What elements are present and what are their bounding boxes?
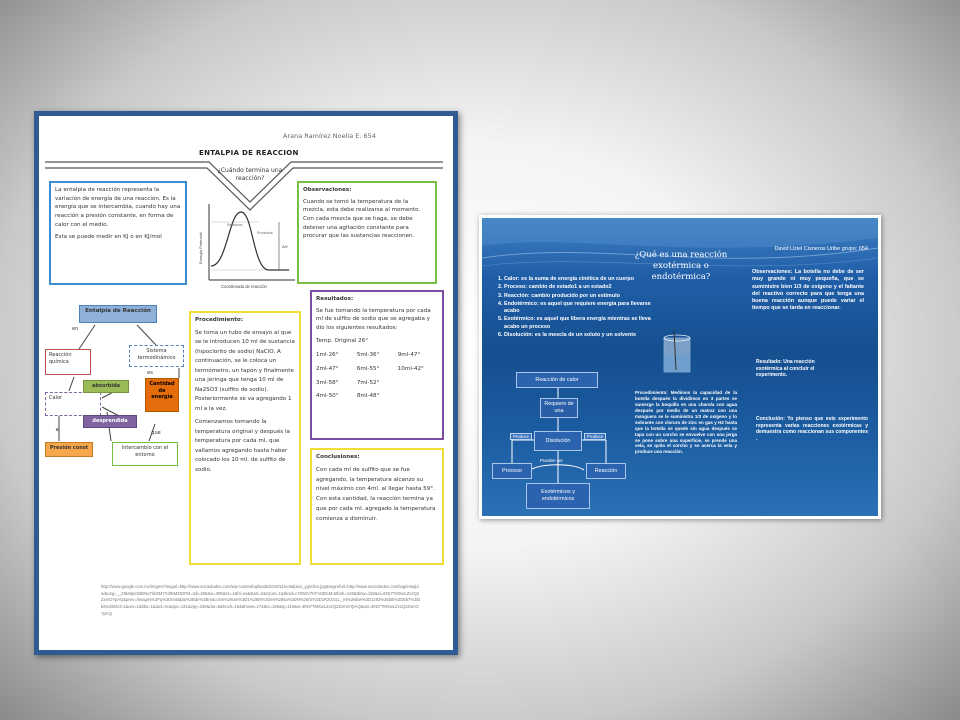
observaciones-text: Cuando se tomó la temperatura de la mezcla, esta debe realizarse al momento. Con cada mezcla que se haga, se debe detener una agitación constante para procurar que las sustancias reaccionen.	[303, 198, 421, 240]
intro-box	[49, 181, 187, 285]
map-presion: Presión const	[45, 442, 93, 457]
map-sistema: Sistema termodinámico	[129, 345, 184, 367]
resultados-table	[316, 351, 438, 401]
map-link-es: es	[147, 370, 153, 376]
conclusiones-title: Conclusiones:	[316, 454, 360, 460]
procedimiento-text-2: Comenzamos tomando la temperatura original y después la temperatura por cada ml, que vallamos agregando hasta haber colocado los 10 ml. de sulfito de sodio.	[195, 419, 290, 473]
resultados-cell: 4ml-50°	[316, 393, 339, 400]
flow-exo-endo: Exotérmicos y endotérmicos	[526, 483, 590, 509]
graph-ylabel: Energía Potencial	[198, 232, 203, 264]
document-title-2: ¿Qué es una reacción exotérmica o endotérmica?	[634, 250, 728, 283]
flow-pueden-ser: Pueden ser	[540, 458, 564, 463]
document-page	[39, 116, 453, 650]
resultados-row	[316, 379, 438, 388]
references-text: http://www.google.com.mx/imgres?imgurl=http://www.sociedades.com/wp-content/uploads/2010/11/entalpia1_ygrafico.jpg&imgrefurl=http://www.sociedades.com/tag/entalpia/&usg=__Zt6a8pxS8ENeTkb0M7YdtKMZrDPt4=&h=266&w=395&sz=1&hl=es&start=2&zoom=1&tbnid=cYDWV7KFnI3DeM:&tbnh=126&tbnw=150&ei=ENt7TMXwLZvzQ2ZxmOYpAQ&prev=/images%3Fq%3Dentalpia%2Bde%2Breaccion%26um%3D1%26hl%3Des%26sa%3DN%26rlz%3D1R2GGLL_es%26biw%3D1263%26bih%3D557%26tbs%3Disch:1&um=1&itbs=1&iact=hc&vpx=131&vpy=238&dur=8&hovh=184&hovw=274&tx=158&ty=119&ei=ENt7TMXwLZvzQ2ZxmOYpAQ&oei=ENt7TMXwLZvzQ2ZxmOYpAQ	[101, 584, 420, 616]
resultados-box	[310, 290, 444, 440]
resultados-cell: 8ml-48°	[356, 393, 380, 400]
flow-reaccion-calor: Reacción de calor	[516, 372, 598, 388]
resultados-cell	[398, 392, 438, 401]
document-page-blue	[482, 218, 878, 516]
graph-label-top: Reactivos	[227, 223, 243, 227]
observaciones-title: Observaciones:	[303, 187, 352, 193]
author-name-2: David Uziel Cisneros Uribe grupo: 654	[774, 246, 868, 252]
resultados-row	[316, 365, 438, 374]
resultados-cell: 7ml-52°	[356, 379, 380, 386]
question-text: ¿Cuándo termina una reacción?	[217, 167, 283, 182]
map-calor: Calor	[45, 392, 101, 416]
resultados-cell: 1ml-26°	[316, 352, 339, 359]
graph-label-right: Productos	[257, 231, 273, 235]
graph-xlabel: Coordenada de reacción	[221, 284, 267, 289]
resultados-cell: 3ml-58°	[316, 379, 339, 386]
resultado-text: Resultado: Una reacción exotérmica al concluir el experimento.	[756, 359, 815, 378]
document-reaccion	[479, 215, 881, 519]
definition-item: 4. Endotérmico: es aquel que requiere energía para llevarse acabo	[504, 301, 652, 316]
procedimiento-text: Procedimiento: Medimos la capacidad de la botella después la dividimos en 3 partes se sumerge la boquilla en una charola con agua después por medio de un matraz con una manguera se le suministra 1/3 de oxígeno y lo sobrante con cloruro de zinc en gas y H2 hasta que la botella se quede sin agua después se tapa con un corcho se envuelve con una jerga se pone sobre una superficie, se prende una vela, se quita el corcho y se acerca la vela y produce una reacción.	[635, 390, 737, 455]
resultados-title: Resultados:	[316, 296, 354, 302]
flow-produce-right: Produce	[584, 433, 606, 440]
definition-item: 5. Exotérmico: es aquel que libera energía mientras se lleva acabo un proceso	[504, 316, 652, 331]
map-link-a: a	[55, 427, 59, 433]
flow-disolucion: Disolución	[534, 431, 582, 451]
resultados-cell: 9ml-47°	[397, 352, 421, 359]
definition-item: 2. Proceso: cambio de estado1 a un estado2	[504, 284, 652, 291]
conclusiones-text: Con cada ml de sulfito que se fue agregando, la temperatura alcanzo su nivel máximo con 4ml. al llegar hasta 59°. Con esta cantidad, la reacción termina ya que por cada ml. agregado la temperatura comienza a disminuir.	[316, 466, 436, 522]
map-intercambio: Intercambio con el entorno	[112, 442, 178, 466]
map-link-que: que	[151, 430, 161, 436]
flow-produce-left: Produce	[510, 433, 532, 440]
resultados-cell: 5ml-36°	[356, 352, 380, 359]
resultados-intro: Se fue tomando la temperatura por cada ml de sulfito de sodio que se agregaba y dio los siguientes resultados:	[316, 307, 431, 331]
resultados-row	[316, 392, 438, 401]
map-reaccion: Reacción química	[45, 349, 91, 375]
flow-reaccion: Reacción	[586, 463, 626, 479]
map-cantidad: Cantidad de energía	[145, 378, 179, 412]
definition-item: 1. Calor: es la suma de energía cinética de un cuerpo	[504, 276, 652, 283]
flow-requiere: Requiere de una	[540, 398, 578, 418]
map-link-en: en	[72, 326, 79, 332]
intro-text: La entalpia de reacción representa la variación de energía de una reacción. Es la energía que se intercambia, cuando hay una reacción a presión constante, en forma de calor con el medio.	[55, 187, 181, 228]
map-absorbida: absorbida	[83, 380, 129, 393]
graph-label-dh: ΔH	[282, 244, 288, 249]
conclusion-text: Conclusión: Yo pienso que este experimento representa varias reacciones exotérmicas y demuestra como reaccionan sus componentes .	[756, 416, 868, 442]
beaker-icon	[664, 330, 690, 372]
flow-proceso: Proceso	[492, 463, 532, 479]
definition-item: 6. Disolución: es la mescla de un soluto y un solvente	[504, 332, 652, 339]
resultados-cell: 6ml-55°	[356, 365, 380, 372]
definitions-list	[490, 276, 652, 340]
resultados-cell: 10ml-42°	[397, 365, 424, 372]
document-title: ENTALPIA DE REACCION	[199, 149, 299, 157]
energy-diagram	[199, 200, 297, 292]
author-name: Arana Ramírez Noelia E. 654	[283, 132, 376, 140]
resultados-cell	[398, 379, 438, 388]
procedimiento-title: Procedimiento:	[195, 317, 244, 323]
definition-item: 3. Reacción: cambio producido por un estimulo	[504, 293, 652, 300]
procedimiento-text-1: Se toma un tubo de ensayo al que se le introducen 10 ml de sustancia (hipoclorito de sodio) NaClO. A continuación, se le coloca un termómetro, un tapón y finalmente una jeringa que tenga 10 ml de Na2SO3 (sulfito de sodio). Posteriormente se va agregando 1 ml a la vez.	[195, 329, 295, 412]
resultados-row	[316, 351, 438, 360]
conclusiones-box	[310, 448, 444, 565]
map-root: Entalpía de Reacción	[79, 305, 157, 323]
resultados-original: Temp. Original 26°	[316, 337, 369, 344]
procedimiento-box	[189, 311, 301, 565]
document-entalpia	[34, 111, 458, 655]
observaciones-box	[297, 181, 437, 284]
map-desprendida: desprendida	[83, 415, 137, 428]
observaciones-text-2: Observaciones: La botella no debe de ser muy grande ni muy pequeña, que se suministre bien 1/3 de oxígeno y el faltante del reactivo correcto para que tenga una buena reacción aunque puede variar el tiempo que se tarda en reaccionar.	[752, 269, 864, 312]
resultados-cell: 2ml-47°	[316, 365, 339, 372]
intro-units: Esta se puede medir en KJ o en KJ/mol	[55, 234, 162, 241]
